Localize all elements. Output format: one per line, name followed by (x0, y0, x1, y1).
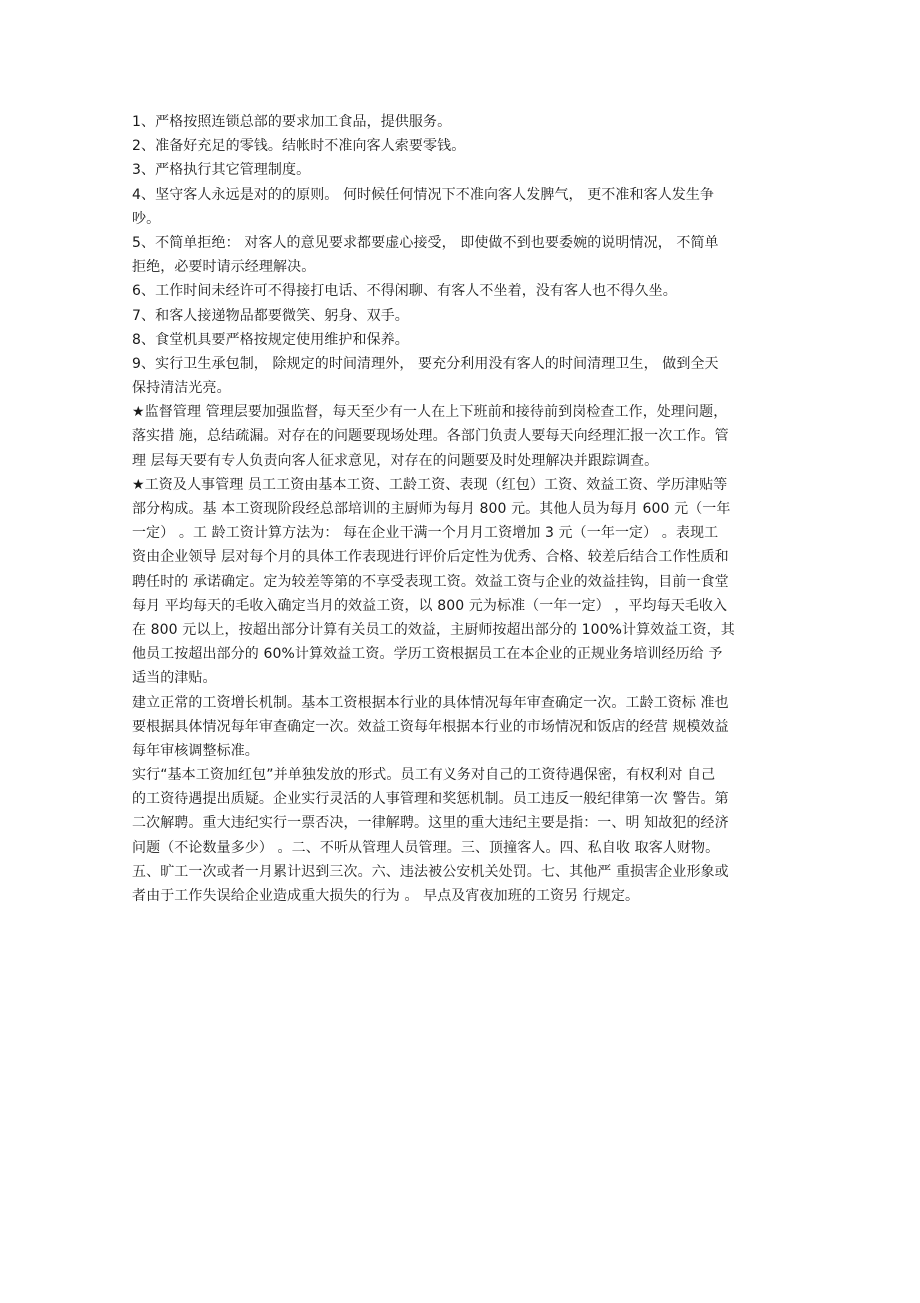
text-line: 拒绝，必要时请示经理解决。 (132, 259, 316, 276)
text-line: 2、准备好充足的零钱。结帐时不准向客人索要零钱。 (132, 138, 466, 155)
text-line: 1、严格按照连锁总部的要求加工食品，提供服务。 (132, 114, 452, 130)
text-line: 5、不简单拒绝： 对客人的意见要求都要虚心接受， 即使做不到也要委婉的说明情况， 不简单 (132, 234, 719, 251)
text-line: 理 层每天要有专人负责向客人征求意见，对存在的问题要及时处理解决并跟踪调查。 (132, 452, 659, 469)
text-line: 问题（不论数量多少） 。二、不听从管理人员管理。三、顶撞客人。四、私自收 取客人财物。 (132, 839, 720, 856)
text-line: 每年审核调整标准。 (132, 742, 259, 759)
text-line: 部分构成。基 本工资现阶段经总部培训的主厨师为每月 800 元。其他人员为每月 600 元（一年 (132, 501, 731, 517)
text-line: 9、实行卫生承包制， 除规定的时间清理外， 要充分利用没有客人的时间清理卫生， 做到全天 (132, 355, 719, 372)
text-line: 8、食堂机具要严格按规定使用维护和保养。 (132, 331, 409, 348)
text-line: 资由企业领导 层对每个月的具体工作表现进行评价后定性为优秀、合格、较差后结合工作性质和 (132, 549, 729, 566)
text-line: 3、严格执行其它管理制度。 (132, 162, 311, 179)
text-line: 7、和客人接递物品都要微笑、躬身、双手。 (132, 307, 409, 324)
text-line: 落实措 施，总结疏漏。对存在的问题要现场处理。各部门负责人要每天向经理汇报一次工作。管 (132, 428, 729, 445)
text-line: 他员工按超出部分的 60%计算效益工资。学历工资根据员工在本企业的正规业务培训经历给 予 (132, 646, 723, 663)
text-line: 五、旷工一次或者一月累计迟到三次。六、违法被公安机关处罚。七、其他严 重损害企业形象或 (132, 863, 729, 880)
text-line: 4、坚守客人永远是对的的原则。 何时候任何情况下不准向客人发脾气， 更不准和客人发生争 (132, 186, 715, 203)
text-line: 在 800 元以上，按超出部分计算有关员工的效益，主厨师按超出部分的 100%计算效益工资，其 (132, 621, 735, 638)
text-line: 6、工作时间未经许可不得接打电话、不得闲聊、有客人不坐着，没有客人也不得久坐。 (132, 283, 677, 300)
text-line: 建立正常的工资增长机制。基本工资根据本行业的具体情况每年审查确定一次。工龄工资标 准也 (132, 694, 729, 711)
text-line: ★工资及人事管理 员工工资由基本工资、工龄工资、表现（红包）工资、效益工资、学历津贴等 (132, 476, 728, 493)
text-line: ★监督管理 管理层要加强监督，每天至少有一人在上下班前和接待前到岗检查工作，处理问题， (132, 404, 728, 421)
text-line: 每月 平均每天的毛收入确定当月的效益工资，以 800 元为标准（一年一定） ，平均每天毛收入 (132, 597, 728, 614)
text-line: 吵。 (132, 210, 161, 227)
text-line: 要根据具体情况每年审查确定一次。效益工资每年根据本行业的市场情况和饭店的经营 规模效益 (132, 718, 729, 735)
text-line: 聘任时的 承诺确定。定为较差等第的不享受表现工资。效益工资与企业的效益挂钩，目前一食堂 (132, 573, 729, 590)
text-line: 保持清洁光亮。 (132, 380, 231, 397)
text-line: 者由于工作失误给企业造成重大损失的行为 。 早点及宵夜加班的工资另 行规定。 (132, 888, 640, 904)
text-line: 适当的津贴。 (132, 670, 217, 687)
text-line: 实行“基本工资加红包”并单独发放的形式。员工有义务对自己的工资待遇保密，有权利对 自己 (132, 767, 716, 784)
text-line: 的工资待遇提出质疑。企业实行灵活的人事管理和奖惩机制。员工违反一般纪律第一次 警告。第 (132, 791, 729, 808)
text-line: 二次解聘。重大违纪实行一票否决，一律解聘。这里的重大违纪主要是指：一、明 知故犯的经济 (132, 815, 729, 832)
document-body (132, 110, 790, 908)
text-line: 一定） 。工 龄工资计算方法为： 每在企业干满一个月月工资增加 3 元（一年一定） 。表现工 (132, 525, 719, 542)
